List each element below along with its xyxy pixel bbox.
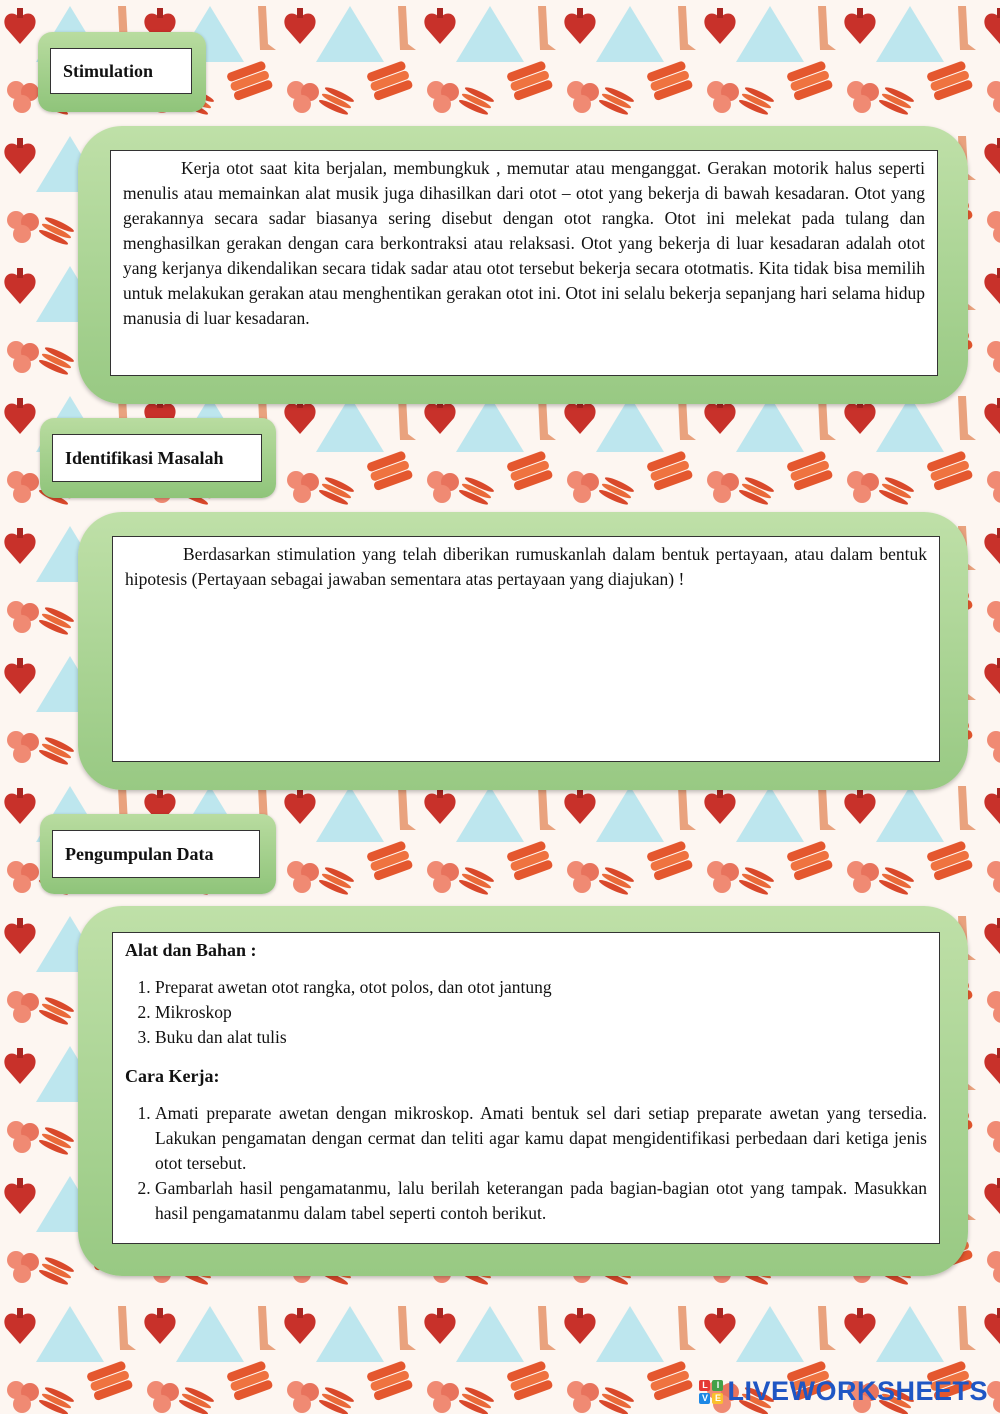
identifikasi-title: Identifikasi Masalah xyxy=(65,447,224,468)
identifikasi-instruction: Berdasarkan stimulation yang telah diberikan rumuskanlah dalam bentuk pertayaan, atau dalam bentuk hipotesis (Pertayaan sebagai jawaban sementara atas pertayaan yang diajukan) ! xyxy=(125,544,927,589)
alat-bahan-list xyxy=(125,975,927,1050)
pengumpulan-panel xyxy=(78,906,968,1276)
pengumpulan-tab xyxy=(40,814,276,894)
stimulation-text: Kerja otot saat kita berjalan, membungkuk , memutar atau menganggat. Gerakan motorik halus seperti menulis atau memainkan alat musik juga dihasilkan dari otot – otot yang bekerja di bawah kesadaran. Otot yang gerakannya secara sadar biasanya sering disebut dengan otot rangka. Otot ini melekat pada tulang dan menghasilkan gerakan dengan cara berkontraksi atau relaksasi. Otot yang bekerja di luar kesadaran adalah otot yang kerjanya dikendalikan secara tidak sadar atau otot tersebut bekerja secara ototmatis. Kita tidak bisa memilih untuk melakukan gerakan atau menghentikan gerakan otot ini. Otot ini selalu bekerja sepanjang hari selama hidup manusia di luar kesadaran. xyxy=(123,158,925,328)
logo-blocks-icon xyxy=(699,1380,723,1404)
logo-letter: E xyxy=(712,1393,723,1404)
cara-kerja-list xyxy=(125,1101,927,1226)
list-item: 1. Preparat awetan otot rangka, otot polos, dan otot jantung xyxy=(155,975,927,1000)
identifikasi-panel xyxy=(78,512,968,790)
stimulation-text-box xyxy=(110,150,938,376)
logo-text: LIVEWORKSHEETS xyxy=(727,1376,988,1406)
identifikasi-title-box xyxy=(52,434,262,482)
list-item: 1. Amati preparate awetan dengan mikroskop. Amati bentuk sel dari setiap preparate awetan yang tersedia. Lakukan pengamatan dengan cermat dan teliti agar kamu dapat mengidentifikasi perbedaan dari ketiga jenis otot tersebut. xyxy=(155,1101,927,1176)
logo-letter: I xyxy=(712,1380,723,1391)
list-item: 2. Gambarlah hasil pengamatanmu, lalu berilah keterangan pada bagian-bagian otot yang tampak. Masukkan hasil pengamatanmu dalam tabel seperti contoh berikut. xyxy=(155,1176,927,1226)
stimulation-title-box xyxy=(50,48,192,94)
list-item: 2. Mikroskop xyxy=(155,1000,927,1025)
pengumpulan-title: Pengumpulan Data xyxy=(65,843,214,864)
stimulation-panel xyxy=(78,126,968,404)
stimulation-tab xyxy=(38,32,206,112)
list-item: 3. Buku dan alat tulis xyxy=(155,1025,927,1050)
pengumpulan-content-box xyxy=(112,932,940,1244)
liveworksheets-logo xyxy=(699,1376,988,1407)
alat-bahan-heading: Alat dan Bahan : xyxy=(125,940,257,960)
identifikasi-answer-box[interactable] xyxy=(112,536,940,762)
pengumpulan-title-box xyxy=(52,830,260,878)
stimulation-title: Stimulation xyxy=(63,60,154,81)
logo-letter: L xyxy=(699,1380,710,1391)
identifikasi-tab xyxy=(40,418,276,498)
cara-kerja-heading: Cara Kerja: xyxy=(125,1066,220,1086)
logo-letter: V xyxy=(699,1393,710,1404)
